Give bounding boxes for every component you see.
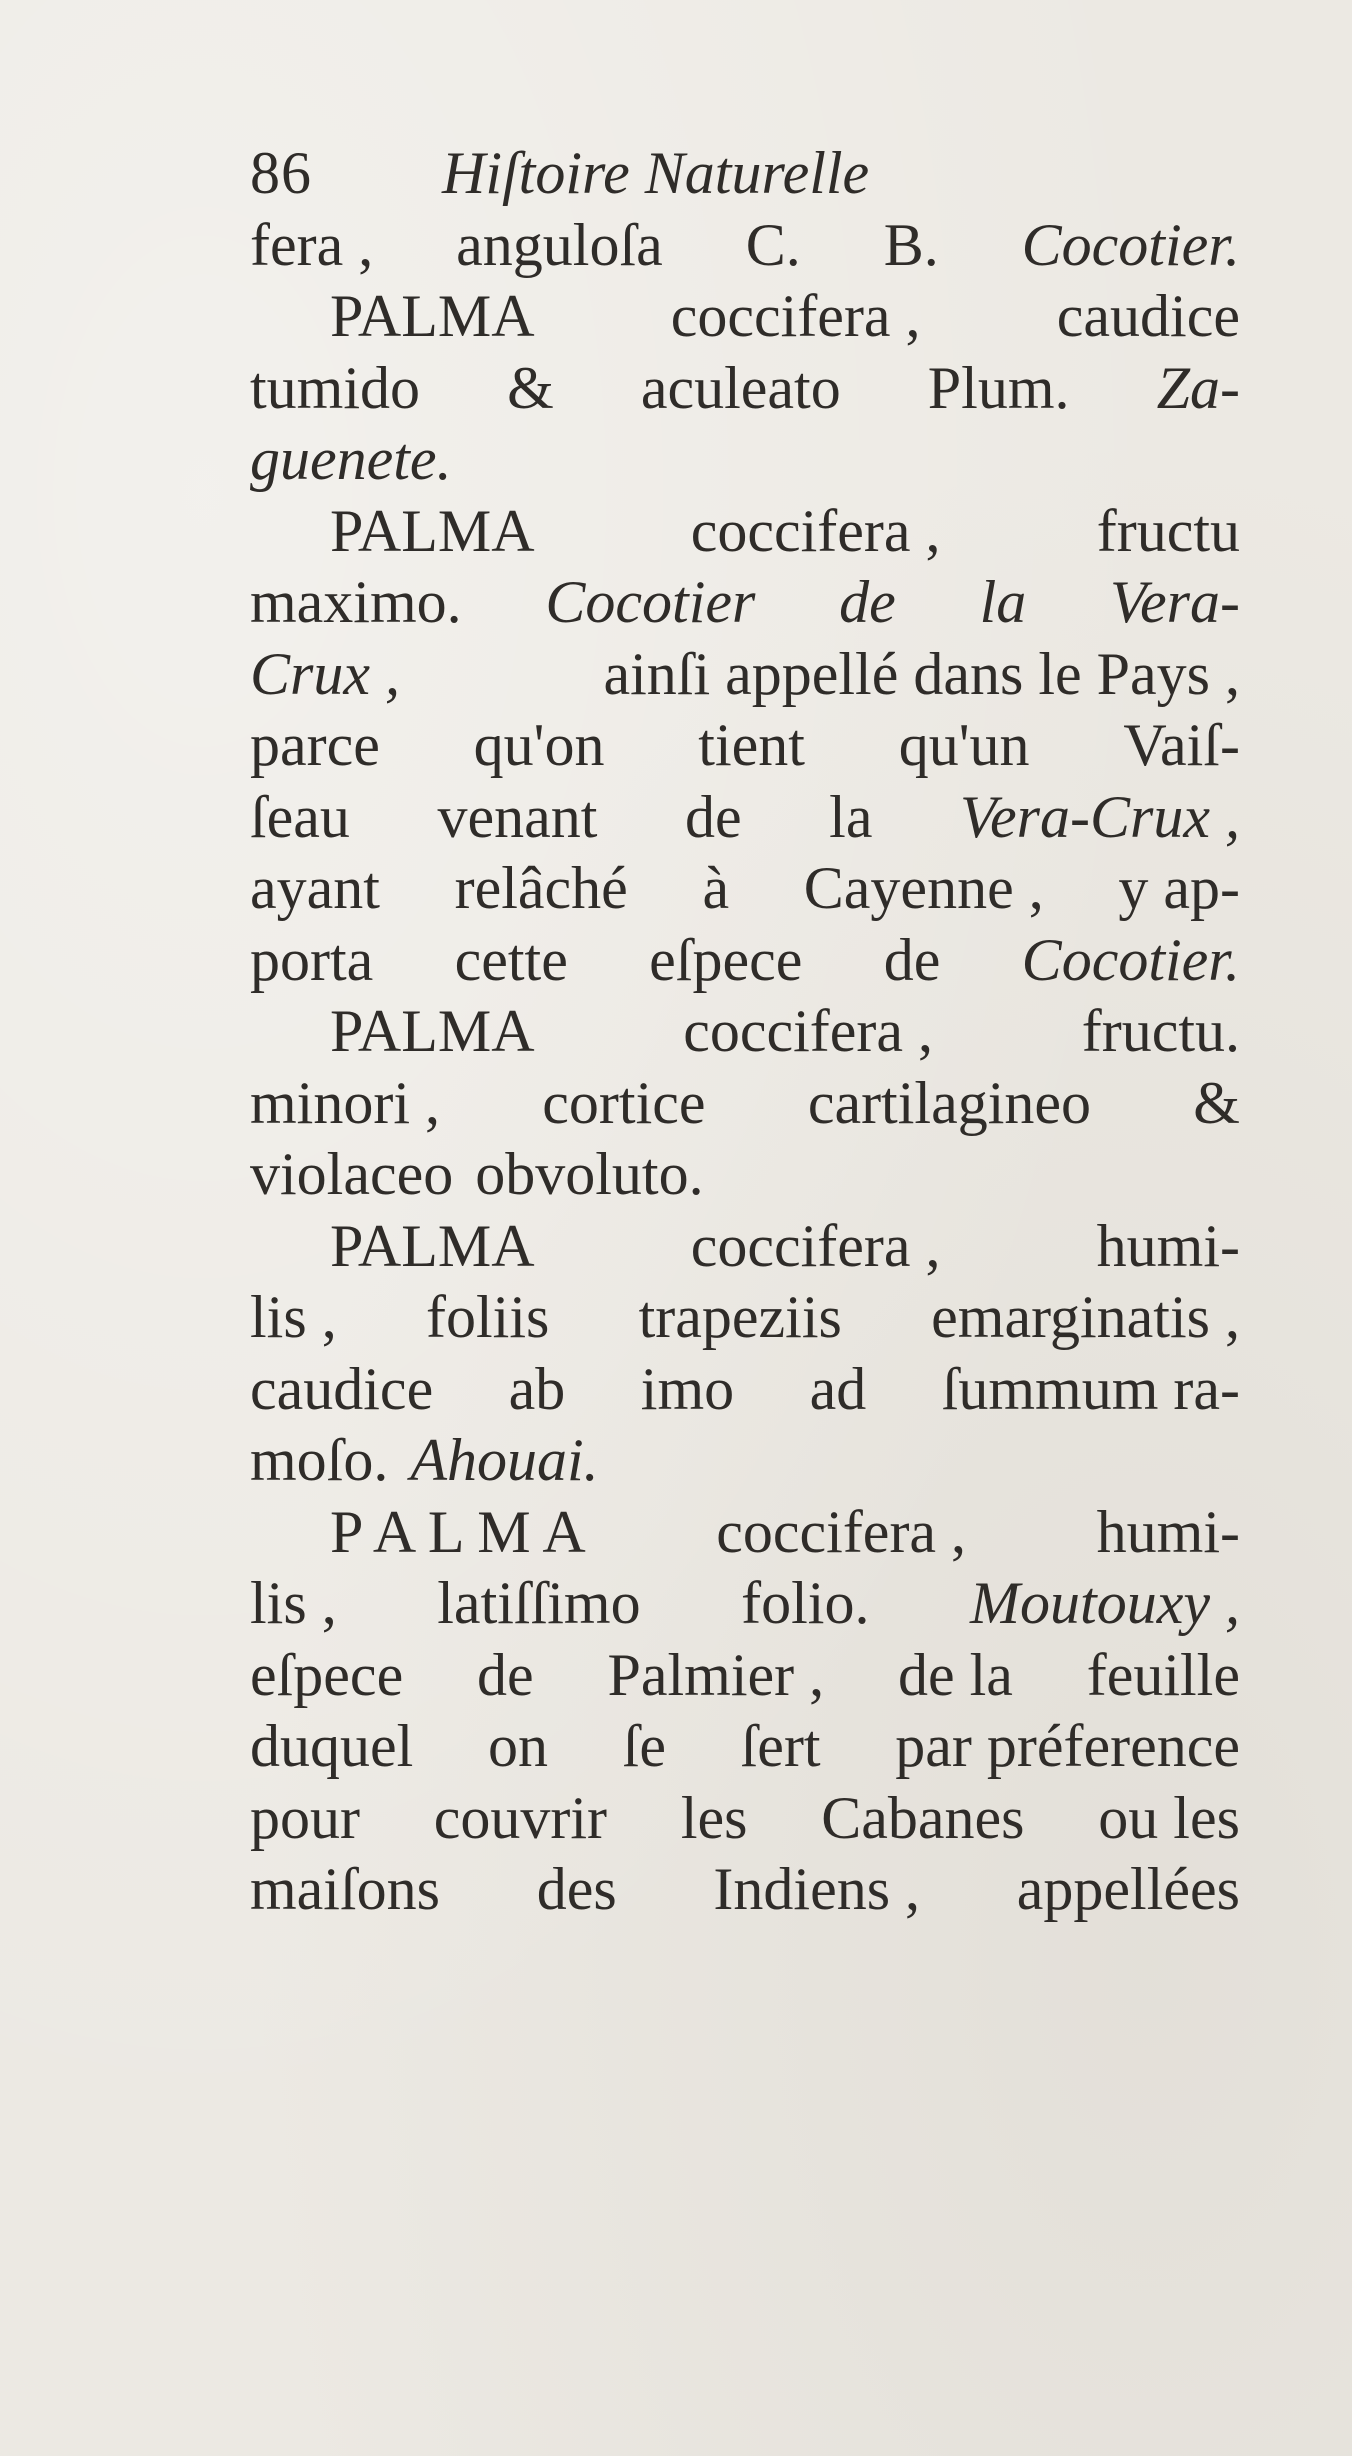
word: lis , [250, 1284, 337, 1350]
text-line [250, 1425, 1240, 1497]
word: caudice [1056, 283, 1240, 349]
common-name: Vera- [1110, 569, 1240, 635]
word: moſo. [250, 1427, 389, 1493]
word: de la [897, 1641, 1013, 1708]
text-line [250, 210, 1240, 282]
word: tumido [250, 354, 421, 421]
word: lis , [250, 1570, 337, 1636]
word: violaceo [250, 1141, 454, 1207]
common-name: Moutouxy , [970, 1570, 1240, 1636]
entry-heading: PALMA [330, 497, 535, 564]
word: parce [250, 712, 380, 778]
word: à [702, 855, 730, 921]
word: duquel [250, 1713, 414, 1779]
text-line [250, 1068, 1240, 1140]
word: fera , [250, 211, 374, 278]
entry-heading: PALMA [330, 1212, 535, 1279]
word: Indiens , [713, 1856, 921, 1922]
word: des [536, 1856, 617, 1922]
text-line [250, 853, 1240, 925]
word: foliis [426, 1284, 550, 1350]
word: ſummum ra- [941, 1355, 1240, 1422]
word: cette [454, 926, 568, 993]
common-name: Cocotier. [1021, 211, 1240, 278]
text-line [250, 281, 1240, 353]
word: folio. [741, 1570, 870, 1636]
word: anguloſa [456, 211, 663, 278]
word: de [477, 1641, 534, 1708]
word: venant [437, 783, 598, 850]
word: maiſons [250, 1856, 440, 1922]
text-line [250, 1139, 1240, 1211]
word: C. [745, 211, 801, 278]
word: y ap- [1118, 855, 1240, 921]
page-text [250, 138, 1240, 1926]
word: trapeziis [638, 1284, 842, 1350]
word: caudice [250, 1355, 434, 1422]
common-name: guenete. [250, 426, 452, 492]
word: ou les [1098, 1784, 1240, 1851]
text-line [250, 567, 1240, 639]
common-name: Cocotier. [1021, 926, 1240, 993]
text-line [250, 1354, 1240, 1426]
word: ſert [740, 1713, 821, 1779]
word: ainſi appellé dans le Pays , [603, 640, 1240, 707]
text-line [250, 1854, 1240, 1926]
word: latiſſimo [437, 1570, 641, 1636]
word: cartilagineo [807, 1069, 1091, 1136]
word: humi- [1096, 1212, 1240, 1279]
word: Cayenne , [803, 855, 1044, 921]
text-line [250, 710, 1240, 782]
text-line [250, 1211, 1240, 1283]
text-line [250, 1640, 1240, 1712]
text-line [250, 424, 1240, 496]
word: de [684, 783, 742, 850]
word: minori , [250, 1069, 440, 1136]
word: ad [809, 1355, 867, 1422]
word: cortice [542, 1069, 706, 1136]
entry-heading: PALMA [330, 283, 535, 349]
word: fructu [1096, 497, 1240, 564]
word: eſpece [250, 1641, 404, 1708]
text-line [250, 1568, 1240, 1640]
word: couvrir [433, 1784, 608, 1851]
word: coccifera , [690, 497, 941, 564]
text-line [250, 1711, 1240, 1783]
text-line [250, 1282, 1240, 1354]
text-line [250, 353, 1240, 425]
entry-heading: P A L M A [330, 1498, 586, 1565]
word: ayant [250, 855, 380, 921]
page-number: 86 [250, 140, 312, 206]
text-line [250, 782, 1240, 854]
word: coccifera , [683, 998, 934, 1064]
word: aculeato [640, 354, 841, 421]
common-name: Crux , [250, 640, 400, 707]
word: ſeau [250, 783, 350, 850]
word: relâché [454, 855, 628, 921]
word: B. [883, 211, 939, 278]
text-line [250, 996, 1240, 1068]
word: coccifera , [670, 283, 921, 349]
word: qu'on [473, 712, 605, 778]
word: les [680, 1784, 748, 1851]
word: Cabanes [821, 1784, 1025, 1851]
word: coccifera , [690, 1212, 941, 1279]
word: par préference [895, 1713, 1240, 1779]
word: de [883, 926, 941, 993]
entry-heading: PALMA [330, 998, 535, 1064]
text-line [250, 496, 1240, 568]
common-name: la [979, 569, 1027, 635]
word: qu'un [898, 712, 1030, 778]
common-name: Za- [1156, 354, 1240, 421]
common-name: de [839, 569, 896, 635]
common-name: Vera-Crux , [960, 783, 1240, 850]
common-name: Cocotier [545, 569, 756, 635]
word: Plum. [927, 354, 1070, 421]
word: & [1193, 1069, 1240, 1136]
word: eſpece [649, 926, 803, 993]
word: coccifera , [716, 1498, 967, 1565]
word: appellées [1016, 1856, 1240, 1922]
text-line [250, 1783, 1240, 1855]
text-line [250, 925, 1240, 997]
word: la [829, 783, 873, 850]
word: & [507, 354, 554, 421]
word: maximo. [250, 569, 462, 635]
word: Palmier , [607, 1641, 825, 1708]
word: ab [508, 1355, 566, 1422]
word: ſe [622, 1713, 666, 1779]
text-line [250, 1497, 1240, 1569]
word: emarginatis , [931, 1284, 1240, 1350]
running-title: Hiſtoire Naturelle [442, 140, 870, 206]
common-name: Ahouai. [410, 1427, 599, 1493]
word: humi- [1096, 1498, 1240, 1565]
word: pour [250, 1784, 360, 1851]
word: imo [640, 1355, 735, 1422]
word: porta [250, 926, 374, 993]
page-header [250, 138, 1240, 210]
word: obvoluto. [475, 1141, 704, 1207]
word: feuille [1086, 1641, 1240, 1708]
word: fructu. [1081, 998, 1240, 1064]
word: tient [698, 712, 805, 778]
word: on [487, 1713, 548, 1779]
word: Vaiſ- [1123, 712, 1240, 778]
text-line [250, 639, 1240, 711]
